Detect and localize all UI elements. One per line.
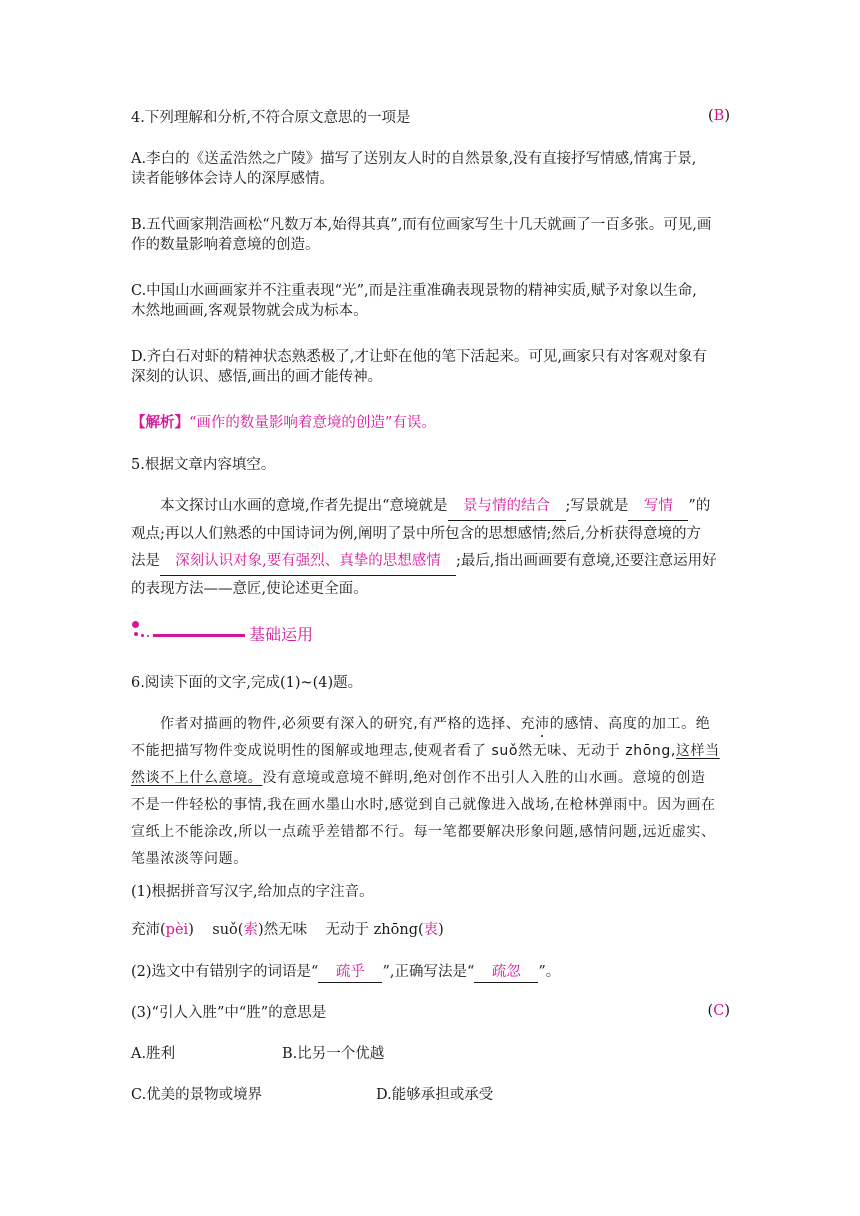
passage-line1-a: 作者对描画的物件,必须要有深入的研究,有严格的选择、充	[160, 716, 536, 732]
analysis-text: “画作的数量影响着意境的创造”有误。	[189, 415, 436, 431]
q4-stem	[131, 108, 731, 128]
q4-option-c-line1: C.中国山水画画家并不注重表现“光”,而是注重准确表现景物的精神实质,赋予对象以生命,	[131, 283, 697, 299]
sub2-text3: ”。	[538, 964, 561, 980]
passage-underlined-1: 这样当	[675, 743, 720, 759]
q4-option-b	[131, 215, 731, 255]
q5-stem-text: 5.根据文章内容填空。	[131, 457, 276, 473]
q5-blank-2: 写情	[628, 493, 688, 521]
q4-option-d-line2: 深刻的认识、感悟,画出的画才能传神。	[131, 369, 383, 385]
passage-line4: 不是一件轻松的事情,我在画水墨山水时,感觉到自己就像进入战场,在枪林弹雨中。因为画在	[131, 797, 716, 813]
q5-text-6: ;最后,指出画画要有意境,还要注意运用好	[456, 553, 717, 569]
q4-option-d-line1: D.齐白石对虾的精神状态熟悉极了,才让虾在他的笔下活起来。可见,画家只有对客观对象有	[131, 349, 707, 365]
q6-stem	[131, 673, 731, 693]
q4-option-a-line2: 读者能够体会诗人的深厚感情。	[131, 171, 334, 187]
section-header	[131, 620, 431, 646]
q5-text-5: 法是	[131, 553, 160, 569]
passage-dotted-char: 沛	[535, 716, 550, 732]
q6-sub3-options-row2	[131, 1085, 731, 1105]
q6-sub1-answers	[131, 920, 731, 940]
q5-text-4: 观点;再以人们熟悉的中国诗词为例,阐明了景中所包含的思想感情;然后,分析获得意境的方	[131, 526, 701, 542]
sub2-text1: (2)选文中有错别字的词语是“	[131, 964, 319, 980]
sub1-word3: )然无味 无动于 zhōng(	[257, 922, 424, 938]
sub1-word4: )	[438, 922, 444, 938]
q4-option-b-line1: B.五代画家荆浩画松“凡数万本,始得其真”,而有位画家写生十几天就画了一百多张。可见,画	[131, 217, 712, 233]
sub2-blank1: 疏乎	[318, 962, 382, 983]
q6-sub3-answer: (C)	[707, 1003, 730, 1019]
q6-sub3-options-row1	[131, 1044, 731, 1064]
sub3-answer-letter: C	[713, 1003, 725, 1019]
sub3-option-b: B.比另一个优越	[282, 1046, 385, 1062]
passage-line1-b: 的感情、高度的加工。绝	[549, 716, 711, 732]
passage-line6: 笔墨浓淡等问题。	[131, 851, 248, 867]
q5-text-7: 的表现方法——意匠,使论述更全面。	[131, 581, 368, 597]
q4-analysis	[131, 413, 731, 433]
sub2-blank2: 疏忽	[474, 962, 538, 983]
q5-text-2: ;写景就是	[565, 498, 629, 514]
q6-stem-text: 6.阅读下面的文字,完成(1)~(4)题。	[131, 675, 363, 691]
q4-option-a	[131, 149, 731, 189]
q4-option-b-line2: 作的数量影响着意境的创造。	[131, 237, 320, 253]
passage-underlined-2: 然谈不上什么意境。	[131, 770, 263, 786]
q4-option-c	[131, 281, 731, 321]
analysis-tag: 【解析】	[131, 414, 189, 431]
q4-stem-text: 4.下列理解和分析,不符合原文意思的一项是	[131, 110, 411, 126]
sub1-answer2: 索	[243, 922, 258, 938]
q6-passage	[131, 711, 731, 873]
q4-option-d	[131, 347, 731, 387]
section-title: 基础运用	[249, 625, 314, 644]
sub2-text2: ”,正确写法是“	[382, 964, 475, 980]
q4-option-c-line2: 木然地画画,客观景物就会成为标本。	[131, 303, 368, 319]
sub3-stem-text: (3)“引人入胜”中“胜”的意思是	[131, 1005, 327, 1021]
sub1-answer3: 衷	[423, 922, 439, 938]
q4-option-a-line1: A.李白的《送孟浩然之广陵》描写了送别友人时的自然景象,没有直接抒写情感,情寓于景,	[131, 151, 697, 167]
q6-sub2	[131, 962, 731, 983]
q5-text-3: ”的	[688, 498, 711, 514]
q6-sub1-stem	[131, 882, 731, 902]
sub3-option-c: C.优美的景物或境界	[131, 1087, 263, 1103]
passage-line3: 没有意境或意境不鲜明,绝对创作不出引人入胜的山水画。意境的创造	[262, 770, 706, 786]
q4-answer-letter: B	[713, 108, 725, 124]
q5-blank-3: 深刻认识对象,要有强烈、真挚的思想感情	[160, 548, 456, 576]
q4-answer: (B)	[708, 108, 730, 124]
sub3-option-d: D.能够承担或承受	[376, 1087, 494, 1103]
sub1-stem-text: (1)根据拼音写汉字,给加点的字注音。	[131, 884, 374, 900]
sub1-answer1: pèi	[165, 922, 189, 938]
q5-text-1: 本文探讨山水画的意境,作者先提出“意境就是	[160, 498, 448, 514]
passage-line5: 宣纸上不能涂改,所以一点疏乎差错都不行。每一笔都要解决形象问题,感情问题,远近虚实、	[131, 824, 716, 840]
passage-line2: 不能把描写物件变成说明性的图解或地理志,使观者看了 suǒ然无味、无动于 zhōng,	[131, 743, 676, 759]
q5-blank-1: 景与情的结合	[448, 493, 566, 521]
sub1-word2: ) suǒ(	[188, 922, 244, 938]
section-bar	[153, 634, 245, 637]
q6-sub3-stem	[131, 1003, 731, 1023]
q5-paragraph	[131, 493, 731, 603]
sub3-option-a: A.胜利	[131, 1046, 176, 1062]
sub1-word1: 充沛(	[131, 922, 166, 938]
q5-stem	[131, 455, 731, 475]
